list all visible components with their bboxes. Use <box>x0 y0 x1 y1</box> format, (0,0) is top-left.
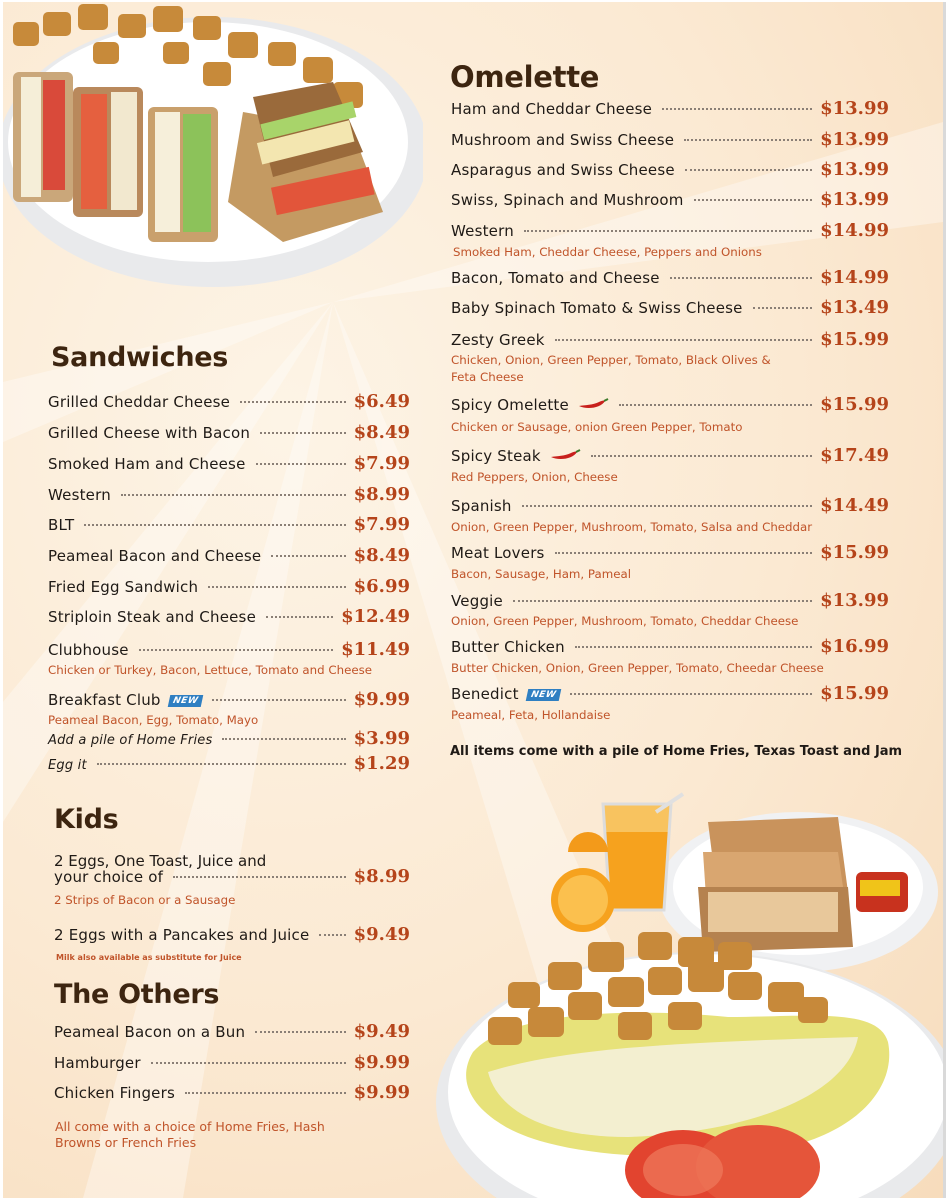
menu-item <box>451 542 889 563</box>
item-description: Peameal, Feta, Hollandaise <box>451 708 611 722</box>
menu-item <box>48 391 410 412</box>
item-price: $8.99 <box>353 866 410 887</box>
leader-dots <box>513 600 812 602</box>
leader-dots <box>670 277 812 279</box>
item-price: $9.99 <box>353 1052 410 1073</box>
item-name <box>451 685 560 703</box>
item-name: your choice of <box>54 868 164 886</box>
menu-item <box>48 514 410 535</box>
item-price: $16.99 <box>820 636 889 657</box>
item-name: Veggie <box>451 592 503 610</box>
item-price: $13.49 <box>820 297 889 318</box>
leader-dots <box>208 586 345 588</box>
leader-dots <box>266 616 333 618</box>
item-price: $13.99 <box>820 98 889 119</box>
leader-dots <box>662 108 812 110</box>
leader-dots <box>555 339 812 341</box>
menu-item <box>451 636 889 657</box>
item-name: Zesty Greek <box>451 331 545 349</box>
leader-dots <box>97 763 346 765</box>
item-name <box>48 691 202 709</box>
item-description: Butter Chicken, Onion, Green Pepper, Tomato, Cheedar Cheese <box>451 661 824 675</box>
item-name-text: Spicy Omelette <box>451 396 569 414</box>
menu-item <box>451 220 889 241</box>
leader-dots <box>84 524 345 526</box>
item-name-line: 2 Eggs, One Toast, Juice and <box>54 852 267 870</box>
item-name <box>451 396 609 414</box>
item-price: $14.99 <box>820 220 889 241</box>
item-price: $15.99 <box>820 683 889 704</box>
item-name-text: Benedict <box>451 685 519 703</box>
item-name: Egg it <box>48 758 87 773</box>
item-price: $12.49 <box>341 606 410 627</box>
leader-dots <box>222 738 345 740</box>
leader-dots <box>619 404 812 406</box>
item-description: Chicken or Sausage, onion Green Pepper, Tomato <box>451 420 743 434</box>
item-description: Peameal Bacon, Egg, Tomato, Mayo <box>48 713 259 727</box>
leader-dots <box>591 455 812 457</box>
leader-dots <box>685 169 812 171</box>
menu-item <box>451 129 889 150</box>
item-name: Bacon, Tomato and Cheese <box>451 269 660 287</box>
menu-item <box>451 297 889 318</box>
chili-pepper-icon <box>577 398 609 410</box>
club-sandwich-photo <box>3 2 423 297</box>
menu-item <box>451 189 889 210</box>
item-name: Peameal Bacon on a Bun <box>54 1023 246 1041</box>
item-price: $7.99 <box>353 514 410 535</box>
item-price: $9.99 <box>353 1082 410 1103</box>
item-price: $13.99 <box>820 590 889 611</box>
item-name: Mushroom and Swiss Cheese <box>451 131 675 149</box>
leader-dots <box>555 552 813 554</box>
menu-item <box>451 267 889 288</box>
item-price: $14.99 <box>820 267 889 288</box>
item-name: Grilled Cheddar Cheese <box>48 393 231 411</box>
item-name: BLT <box>48 516 75 534</box>
omelette-heading: Omelette <box>450 60 600 94</box>
item-price: $6.49 <box>353 391 410 412</box>
item-name: Striploin Steak and Cheese <box>48 608 256 626</box>
item-name <box>451 447 581 465</box>
menu-item <box>54 924 410 945</box>
item-name: Western <box>48 486 111 504</box>
item-description: Chicken, Onion, Green Pepper, Tomato, Black Olives & <box>451 353 771 367</box>
item-price: $15.99 <box>820 542 889 563</box>
leader-dots <box>173 876 346 878</box>
leader-dots <box>522 505 812 507</box>
item-name: Butter Chicken <box>451 638 565 656</box>
leader-dots <box>139 649 333 651</box>
leader-dots <box>212 699 346 701</box>
menu-item <box>451 445 889 466</box>
item-name: Add a pile of Home Fries <box>48 733 213 748</box>
item-description: Smoked Ham, Cheddar Cheese, Peppers and Onions <box>453 245 762 259</box>
item-price: $9.49 <box>353 924 410 945</box>
menu-item <box>48 453 410 474</box>
leader-dots <box>524 230 812 232</box>
the-others-heading: The Others <box>54 979 220 1010</box>
menu-item <box>451 329 889 350</box>
item-description: Chicken or Turkey, Bacon, Lettuce, Tomato and Cheese <box>48 663 372 677</box>
leader-dots <box>260 432 346 434</box>
leader-dots <box>256 463 346 465</box>
leader-dots <box>185 1092 346 1094</box>
leader-dots <box>319 934 345 936</box>
item-description: Red Peppers, Onion, Cheese <box>451 470 618 484</box>
menu-item <box>48 689 410 710</box>
menu-item <box>451 394 889 415</box>
menu-page <box>3 2 946 1198</box>
leader-dots <box>753 307 813 309</box>
item-name: Spanish <box>451 497 512 515</box>
item-price: $3.99 <box>353 728 410 749</box>
menu-item <box>451 683 889 704</box>
menu-item <box>451 495 889 516</box>
sandwiches-heading: Sandwiches <box>51 342 229 373</box>
item-name: Meat Lovers <box>451 544 545 562</box>
item-price: $13.99 <box>820 159 889 180</box>
item-price: $14.49 <box>820 495 889 516</box>
leader-dots <box>694 199 813 201</box>
item-name-text: Breakfast Club <box>48 691 161 709</box>
menu-item <box>54 1021 410 1042</box>
menu-item <box>54 1082 410 1103</box>
omelette-footnote: All items come with a pile of Home Fries, Texas Toast and Jam <box>450 744 903 759</box>
item-price: $8.99 <box>353 484 410 505</box>
leader-dots <box>570 693 812 695</box>
item-name: Swiss, Spinach and Mushroom <box>451 191 684 209</box>
item-name: Grilled Cheese with Bacon <box>48 424 251 442</box>
item-footnote: Milk also available as substitute for Juice <box>56 953 242 962</box>
item-name: Peameal Bacon and Cheese <box>48 547 262 565</box>
item-price: $1.29 <box>353 753 410 774</box>
item-name: Smoked Ham and Cheese <box>48 455 246 473</box>
menu-item <box>451 98 889 119</box>
item-price: $13.99 <box>820 129 889 150</box>
menu-item <box>54 1052 410 1073</box>
item-name: Asparagus and Swiss Cheese <box>451 161 675 179</box>
leader-dots <box>255 1031 345 1033</box>
menu-item <box>451 590 889 611</box>
breakfast-omelette-photo <box>428 792 943 1198</box>
leader-dots <box>121 494 346 496</box>
chili-pepper-icon <box>549 449 581 461</box>
item-name: Fried Egg Sandwich <box>48 578 199 596</box>
item-name: Ham and Cheddar Cheese <box>451 100 653 118</box>
item-name: 2 Eggs with a Pancakes and Juice <box>54 926 310 944</box>
kids-heading: Kids <box>54 804 119 835</box>
leader-dots <box>684 139 812 141</box>
item-name: Western <box>451 222 514 240</box>
item-price: $15.99 <box>820 394 889 415</box>
item-name-text: Spicy Steak <box>451 447 541 465</box>
item-description: 2 Strips of Bacon or a Sausage <box>54 893 236 907</box>
leader-dots <box>271 555 345 557</box>
new-badge: NEW <box>167 695 203 707</box>
menu-item <box>54 866 410 887</box>
menu-item <box>48 606 410 627</box>
menu-item <box>48 576 410 597</box>
item-price: $17.49 <box>820 445 889 466</box>
item-name: Clubhouse <box>48 641 129 659</box>
item-price: $8.49 <box>353 545 410 566</box>
item-price: $8.49 <box>353 422 410 443</box>
menu-item <box>451 159 889 180</box>
item-price: $13.99 <box>820 189 889 210</box>
new-badge: NEW <box>525 689 561 701</box>
item-name: Hamburger <box>54 1054 141 1072</box>
item-description: Feta Cheese <box>451 370 524 384</box>
others-note: Browns or French Fries <box>55 1135 197 1150</box>
item-price: $15.99 <box>820 329 889 350</box>
item-name: Chicken Fingers <box>54 1084 175 1102</box>
item-price: $11.49 <box>341 639 410 660</box>
menu-item <box>48 484 410 505</box>
item-price: $6.99 <box>353 576 410 597</box>
menu-item <box>48 422 410 443</box>
item-name: Baby Spinach Tomato & Swiss Cheese <box>451 299 743 317</box>
menu-item <box>48 639 410 660</box>
item-description: Onion, Green Pepper, Mushroom, Tomato, Salsa and Cheddar <box>451 520 813 534</box>
others-note: All come with a choice of Home Fries, Hash <box>55 1119 325 1134</box>
item-price: $9.49 <box>353 1021 410 1042</box>
leader-dots <box>240 401 346 403</box>
menu-addon <box>48 753 410 774</box>
leader-dots <box>575 646 812 648</box>
menu-addon <box>48 728 410 749</box>
menu-item <box>48 545 410 566</box>
item-description: Onion, Green Pepper, Mushroom, Tomato, Cheddar Cheese <box>451 614 799 628</box>
leader-dots <box>151 1062 346 1064</box>
item-price: $7.99 <box>353 453 410 474</box>
item-description: Bacon, Sausage, Ham, Pameal <box>451 567 631 581</box>
item-price: $9.99 <box>353 689 410 710</box>
